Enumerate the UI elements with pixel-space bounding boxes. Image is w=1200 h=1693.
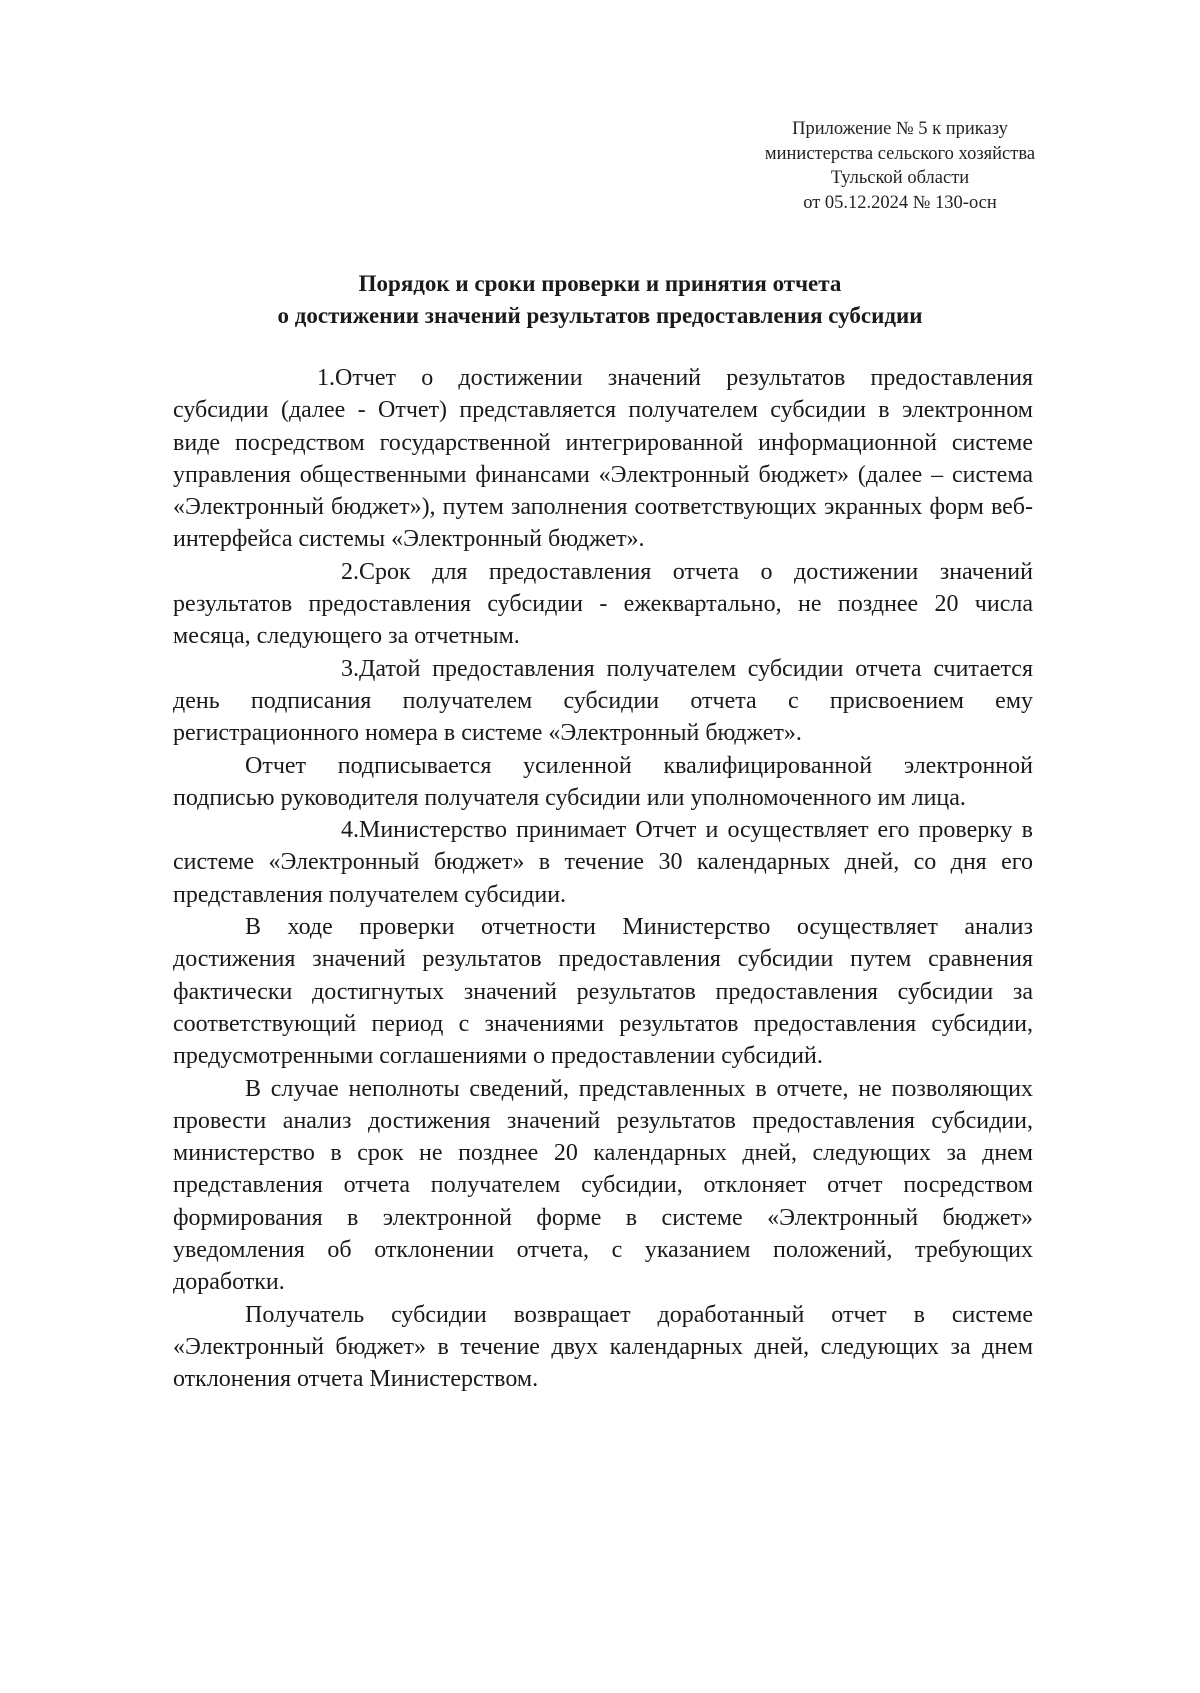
paragraph-2 xyxy=(173,556,1033,653)
title-line-1: Порядок и сроки проверки и принятия отчета xyxy=(358,271,842,296)
paragraph-text: Срок для предоставления отчета о достижении значений результатов предоставления субсидии - ежеквартально, не позднее 20 числа месяца, следующего за отчетным. xyxy=(173,558,1033,650)
appendix-line-4: от 05.12.2024 № 130-осн xyxy=(803,192,997,213)
paragraph-4-resubmission xyxy=(173,1299,1033,1396)
paragraph-3-continued xyxy=(173,750,1033,815)
paragraph-1 xyxy=(173,362,1033,556)
paragraph-text: Датой предоставления получателем субсидии отчета считается день подписания получателем субсидии отчета с присвоением ему регистрационного номера в системе «Электронный бюджет». xyxy=(173,655,1033,747)
paragraph-number: 1. xyxy=(317,365,335,391)
appendix-line-3: Тульской области xyxy=(830,168,970,188)
paragraph-text: Отчет подписывается усиленной квалифицированной электронной подписью руководителя получателя субсидии или уполномоченного им лица. xyxy=(173,752,1033,811)
appendix-line-1: Приложение № 5 к приказу xyxy=(792,119,1008,139)
appendix-header xyxy=(720,117,1080,215)
document-body xyxy=(173,362,1033,1396)
paragraph-text: Министерство принимает Отчет и осуществляет его проверку в системе «Электронный бюджет» в течение 30 календарных дней, со дня его представления получателем субсидии. xyxy=(173,817,1033,908)
paragraph-text: В ходе проверки отчетности Министерство осуществляет анализ достижения значений результатов предоставления субсидии путем сравнения фактически достигнутых значений результатов предоставления субсидии за соответствующий период с значениями результатов предоставления субсидии, предусмотренными соглашениями о предоставлении субсидий. xyxy=(173,914,1033,1070)
paragraph-4 xyxy=(173,814,1033,911)
appendix-line-2: министерства сельского хозяйства xyxy=(764,143,1036,164)
paragraph-3 xyxy=(173,653,1033,750)
paragraph-number: 4. xyxy=(341,817,359,844)
paragraph-4-analysis xyxy=(173,911,1033,1072)
document-title xyxy=(160,268,1040,332)
paragraph-text: Отчет о достижении значений результатов предоставления субсидии (далее - Отчет) представляется получателем субсидии в электронном виде посредством государственной интегрированной информационной системе управления общественными финансами «Электронный бюджет» (далее – система «Электронный бюджет»), путем заполнения соответствующих экранных форм веб-интерфейса системы «Электронный бюджет». xyxy=(173,365,1033,553)
paragraph-number: 2. xyxy=(341,558,359,585)
paragraph-text: Получатель субсидии возвращает доработанный отчет в системе «Электронный бюджет» в течение двух календарных дней, следующих за днем отклонения отчета Министерством. xyxy=(173,1301,1033,1393)
title-line-2: о достижении значений результатов предоставления субсидии xyxy=(277,303,923,328)
paragraph-number: 3. xyxy=(341,655,359,682)
paragraph-text: В случае неполноты сведений, представленных в отчете, не позволяющих провести анализ достижения значений результатов предоставления субсидии, министерство в срок не позднее 20 календарных дней, следующих за днем представления отчета получателем субсидии, отклоняет отчет посредством формирования в электронной форме в системе «Электронный бюджет» уведомления об отклонении отчета, с указанием положений, требующих доработки. xyxy=(173,1075,1033,1296)
paragraph-4-rejection xyxy=(173,1073,1033,1299)
